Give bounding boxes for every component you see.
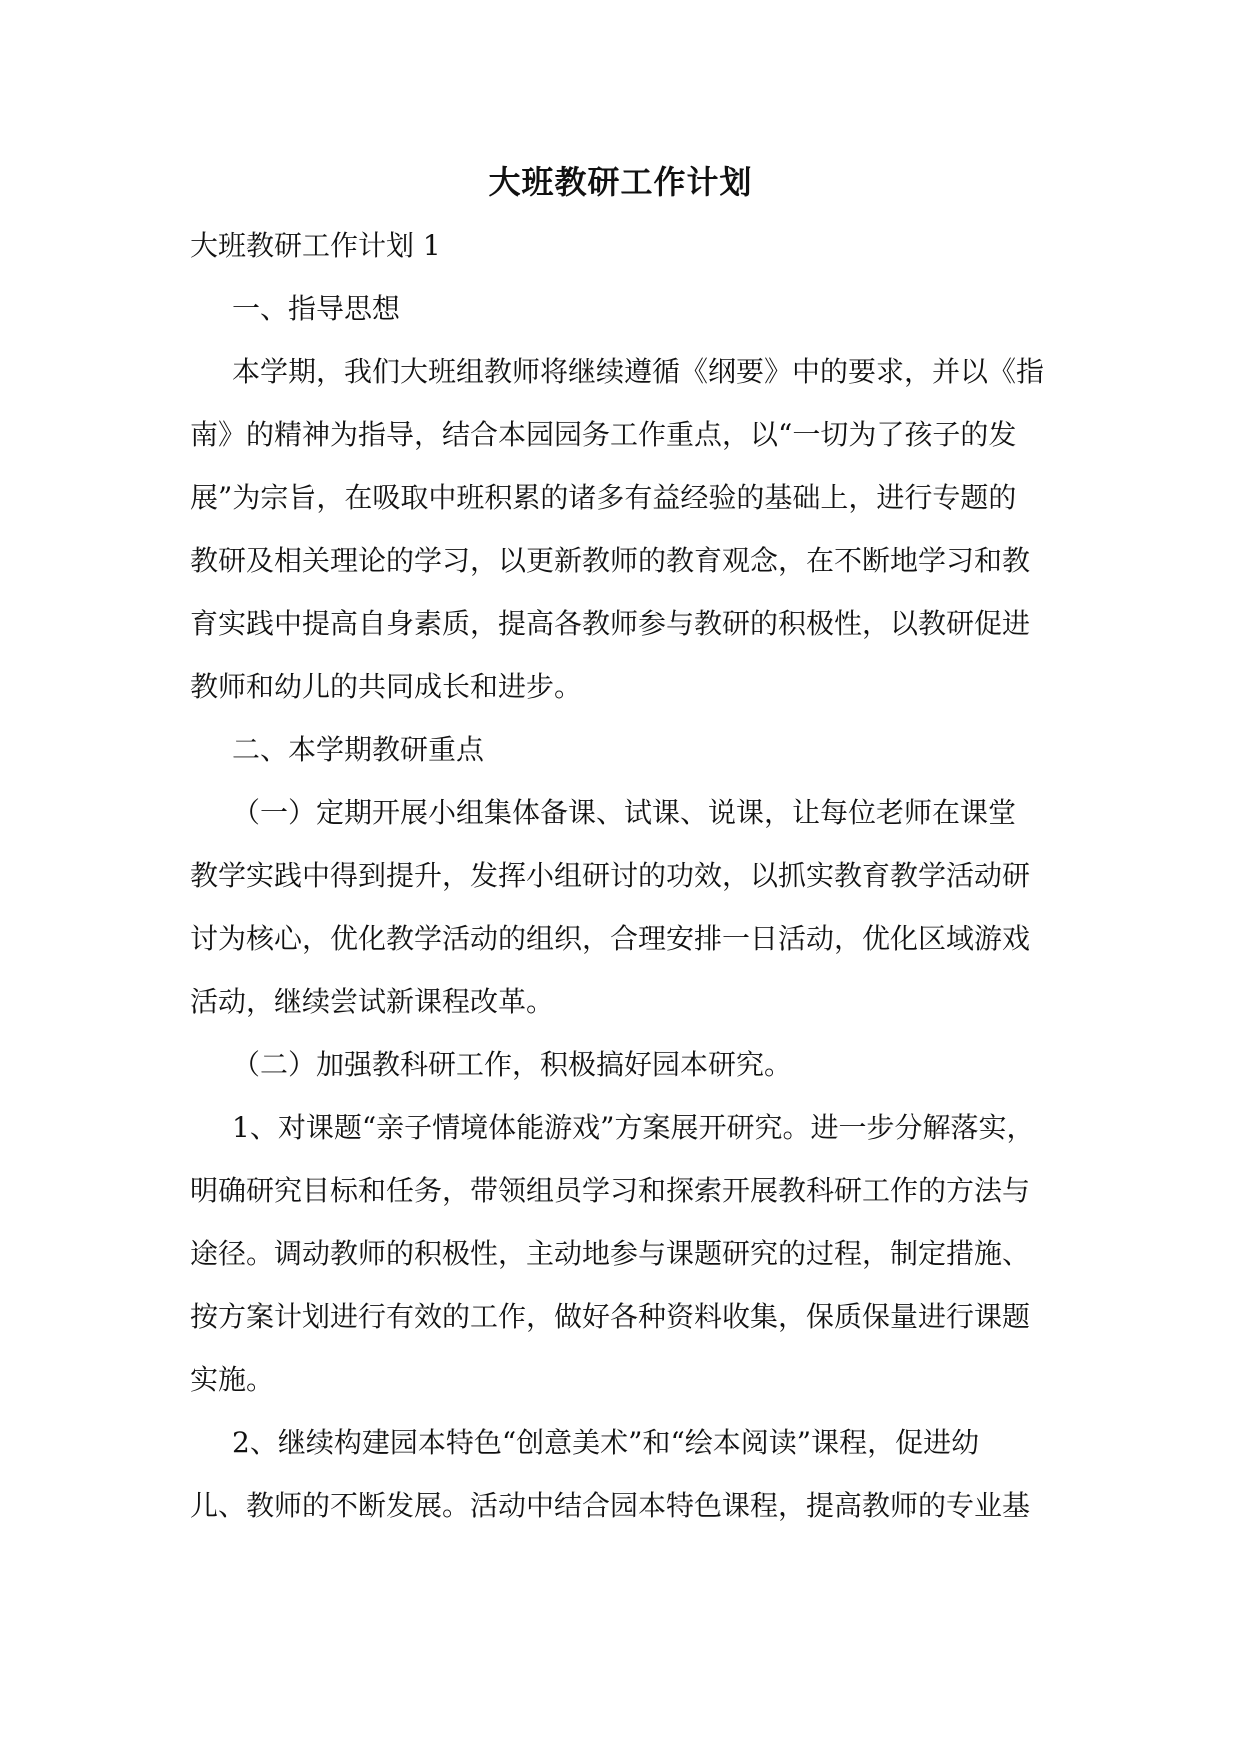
paragraph-line: 展”为宗旨，在吸取中班积累的诸多有益经验的基础上，进行专题的 <box>190 481 1017 514</box>
paragraph-line: 本学期，我们大班组教师将继续遵循《纲要》中的要求，并以《指 <box>232 355 1045 388</box>
paragraph-line: 教研及相关理论的学习，以更新教师的教育观念，在不断地学习和教 <box>190 544 1031 577</box>
paragraph-line: 2、继续构建园本特色“创意美术”和“绘本阅读”课程，促进幼 <box>232 1426 980 1459</box>
paragraph-line: 途径。调动教师的积极性，主动地参与课题研究的过程，制定措施、 <box>190 1237 1031 1270</box>
paragraph-line: （一）定期开展小组集体备课、试课、说课，让每位老师在课堂 <box>232 796 1017 829</box>
paragraph-line: 教学实践中得到提升，发挥小组研讨的功效，以抓实教育教学活动研 <box>190 859 1031 892</box>
paragraph-line: 明确研究目标和任务，带领组员学习和探索开展教科研工作的方法与 <box>190 1174 1031 1207</box>
paragraph-line: 按方案计划进行有效的工作，做好各种资料收集，保质保量进行课题 <box>190 1300 1031 1333</box>
paragraph-line: 育实践中提高自身素质，提高各教师参与教研的积极性，以教研促进 <box>190 607 1031 640</box>
document-subtitle: 大班教研工作计划 1 <box>190 229 441 262</box>
paragraph-line: 1、对课题“亲子情境体能游戏”方案展开研究。进一步分解落实， <box>232 1111 1035 1144</box>
paragraph-line: 南》的精神为指导，结合本园园务工作重点，以“一切为了孩子的发 <box>190 418 1017 451</box>
section-heading-guiding-ideology: 一、指导思想 <box>232 292 401 325</box>
section-heading-research-focus: 二、本学期教研重点 <box>232 733 485 766</box>
paragraph-line: 教师和幼儿的共同成长和进步。 <box>190 670 583 703</box>
paragraph-line: 儿、教师的不断发展。活动中结合园本特色课程，提高教师的专业基 <box>190 1489 1031 1522</box>
paragraph-line: 实施。 <box>190 1363 275 1396</box>
paragraph-line: （二）加强教科研工作，积极搞好园本研究。 <box>232 1048 793 1081</box>
document-title: 大班教研工作计划 <box>488 163 753 201</box>
paragraph-line: 讨为核心，优化教学活动的组织，合理安排一日活动，优化区域游戏 <box>190 922 1031 955</box>
paragraph-line: 活动，继续尝试新课程改革。 <box>190 985 555 1018</box>
